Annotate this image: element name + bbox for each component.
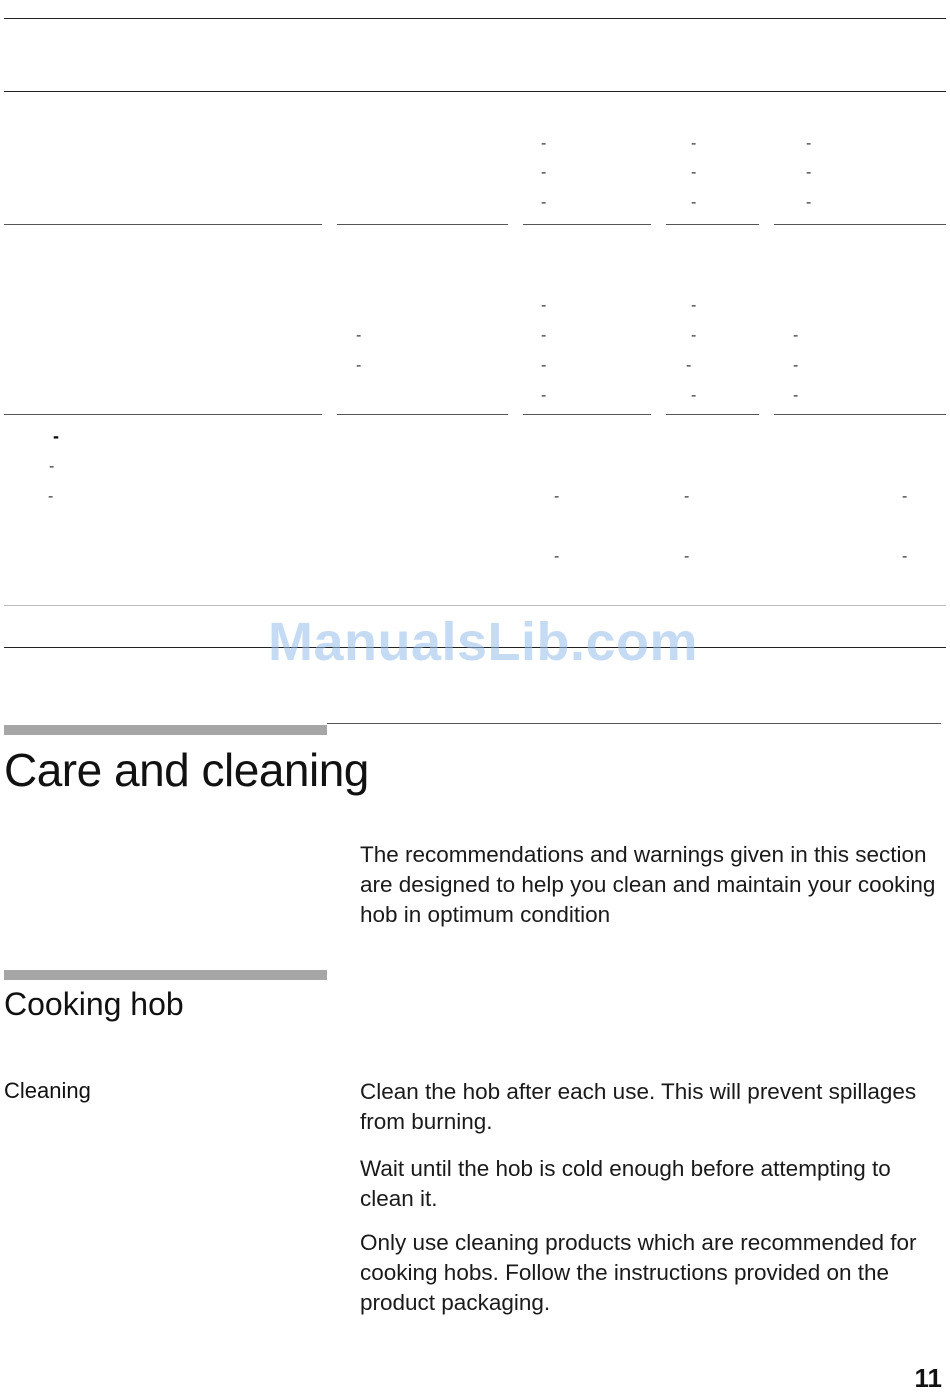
table-row-rule (774, 224, 946, 225)
watermark-logo: ManualsLib.com (268, 612, 699, 672)
table-row-rule (337, 224, 508, 225)
section-marker-bar (4, 725, 327, 735)
table-cell-dash: - (691, 194, 697, 211)
table-row-rule (4, 414, 322, 415)
table-cell-dash: - (806, 194, 812, 211)
subsection-title: Cooking hob (4, 986, 184, 1022)
table-cell-dash: - (541, 135, 547, 152)
table-cell-dash: - (541, 327, 547, 344)
table-cell-dash: - (806, 164, 812, 181)
table-cell-dash: - (554, 548, 560, 565)
table-cell-dash: - (356, 327, 362, 344)
table-cell-dash: - (793, 357, 799, 374)
table-cell-dash: - (356, 357, 362, 374)
table-row-rule (774, 414, 946, 415)
page-number: 11 (914, 1363, 942, 1393)
table-cell-dash: - (53, 426, 59, 446)
table-cell-dash: - (793, 327, 799, 344)
table-cell-dash: - (686, 357, 692, 374)
table-cell-dash: - (49, 458, 55, 475)
subsection-marker-bar (4, 970, 327, 980)
table-cell-dash: - (691, 135, 697, 152)
table-cell-dash: - (793, 387, 799, 404)
table-row-rule (523, 224, 651, 225)
table-cell-dash: - (902, 488, 908, 505)
table-row-rule (666, 224, 759, 225)
table-cell-dash: - (541, 297, 547, 314)
table-row-rule (666, 414, 759, 415)
table-cell-dash: - (691, 387, 697, 404)
table-row-rule (4, 224, 322, 225)
table-cell-dash: - (541, 164, 547, 181)
table-row-rule (337, 414, 508, 415)
section-title: Care and cleaning (4, 744, 369, 796)
table-row-rule (4, 605, 946, 606)
table-cell-dash: - (684, 548, 690, 565)
table-cell-dash: - (684, 488, 690, 505)
cleaning-paragraph: Only use cleaning products which are recommended for cooking hobs. Follow the instructions provided on the product packaging. (360, 1230, 917, 1315)
table-cell-dash: - (691, 297, 697, 314)
table-cell-dash: - (541, 194, 547, 211)
table-row-rule (523, 414, 651, 415)
cleaning-paragraph: Wait until the hob is cold enough before attempting to clean it. (360, 1156, 891, 1211)
table-cell-dash: - (691, 164, 697, 181)
cleaning-paragraph: Clean the hob after each use. This will prevent spillages from burning. (360, 1079, 917, 1134)
table-cell-dash: - (48, 488, 54, 505)
section-divider (327, 723, 941, 724)
cleaning-label: Cleaning (4, 1078, 91, 1103)
table-header-rule (4, 91, 946, 92)
table-cell-dash: - (806, 135, 812, 152)
table-cell-dash: - (541, 357, 547, 374)
table-cell-dash: - (691, 327, 697, 344)
table-cell-dash: - (554, 488, 560, 505)
table-cell-dash: - (902, 548, 908, 565)
table-top-rule (4, 18, 946, 19)
table-cell-dash: - (541, 387, 547, 404)
section-intro: The recommendations and warnings given in this section are designed to help you clean and maintain your cooking hob in optimum condition (360, 842, 936, 927)
